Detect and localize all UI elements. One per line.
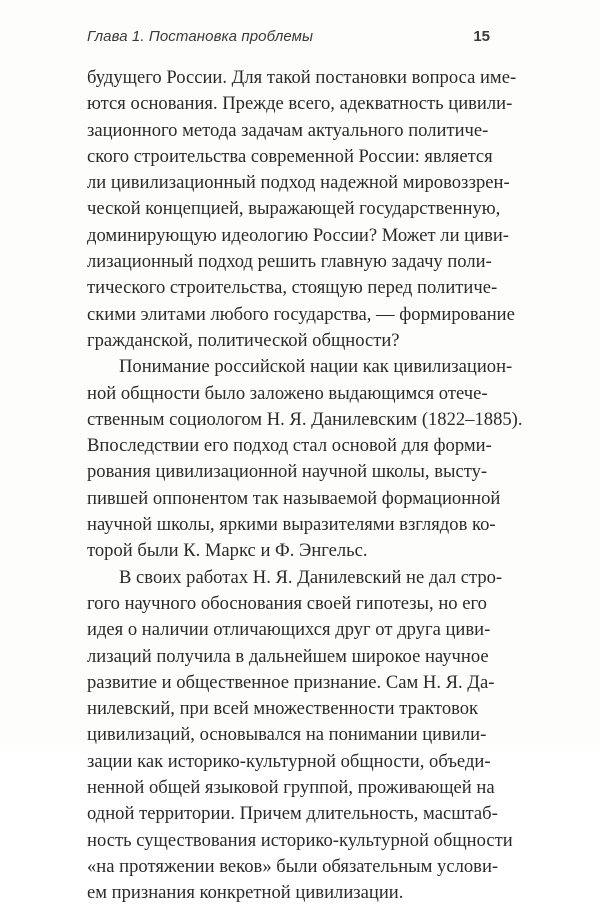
text-line: ческой концепцией, выражающей государственную, [87,198,501,220]
text-line: ем признания конкретной цивилизации. [87,882,404,904]
running-title: Глава 1. Постановка проблемы [87,28,314,45]
text-line: гражданской, политической общности? [87,329,400,351]
running-head [87,28,490,52]
text-line: научной школы, яркими выразителями взглядов ко- [87,514,496,536]
paragraph-2 [87,354,523,564]
text-line: нилевский, при всей множественности трактовок [87,698,479,720]
text-line: развитие и общественное признание. Сам Н. Я. Да- [87,671,495,693]
text-line: В своих работах Н. Я. Данилевский не дал стро- [119,566,503,588]
text-line: Впоследствии его подход стал основой для форми- [87,435,492,457]
text-line: ность существования историко-культурной общности [87,829,513,851]
text-line: ского строительства современной России: является [87,145,493,167]
text-line: лизаций получила в дальнейшем широкое научное [87,645,489,667]
paragraph-3 [87,565,517,907]
text-line: одной территории. Причем длительность, масштаб- [87,803,498,825]
text-line: цивилизаций, основывался на понимании цивили- [87,724,487,746]
text-line: ной общности было заложено выдающимся отече- [87,382,488,404]
text-line: ли цивилизационный подход надежной мировоззрен- [87,172,510,194]
text-line: идея о наличии отличающихся друг от друга циви- [87,619,491,641]
text-line: «на протяжении веков» были обязательным услови- [87,855,499,877]
text-line: ненной общей языковой группой, проживающей на [87,777,495,799]
text-line: пившей оппонентом так называемой формационной [87,487,501,509]
text-line: рования цивилизационной научной школы, высту- [87,461,488,483]
text-line: зации как историко-культурной общности, объеди- [87,750,491,772]
page-number: 15 [473,28,490,45]
text-line: тического строительства, стоящую перед политиче- [87,277,498,299]
text-line: доминирующую идеологию России? Может ли циви- [87,224,509,246]
text-line: будущего России. Для такой постановки вопроса име- [87,67,517,88]
text-line: гого научного обоснования своей гипотезы, но его [87,592,487,614]
text-line: ются основания. Прежде всего, адекватность цивили- [87,93,513,115]
text-line: ственным социологом Н. Я. Данилевским (1822–1885). [87,408,523,430]
text-line: Понимание российской нации как цивилизацион- [119,356,513,378]
paragraph-1 [87,65,517,354]
text-line: торой были К. Маркс и Ф. Энгельс. [87,540,368,562]
body-text [87,65,523,907]
text-line: лизационный подход решить главную задачу поли- [87,251,492,273]
text-line: скими элитами любого государства, — формирование [87,303,515,325]
text-line: зационного метода задачам актуального политиче- [87,119,489,141]
